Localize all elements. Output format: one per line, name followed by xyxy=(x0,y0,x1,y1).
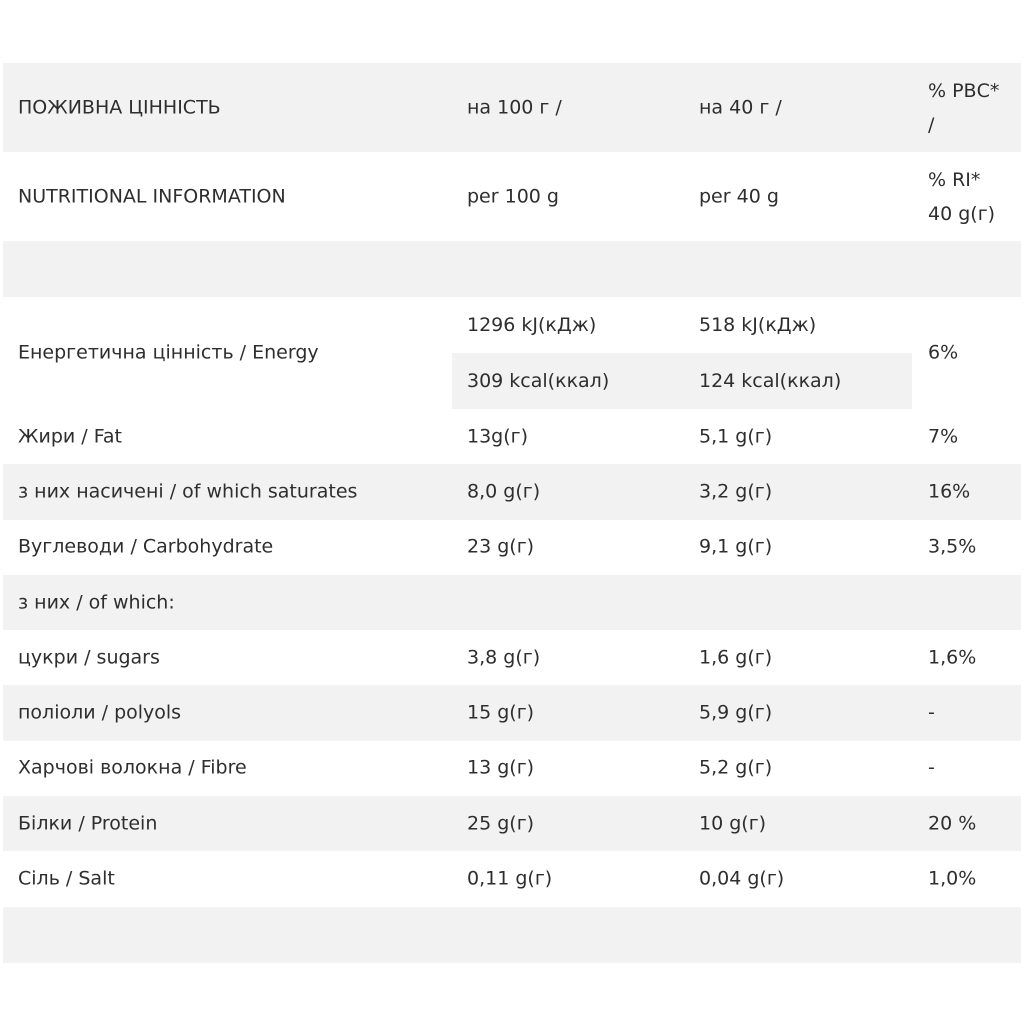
table-row xyxy=(3,851,1021,906)
header-ri-ua xyxy=(928,74,999,142)
nutrient-per-portion: 5,1 g(г) xyxy=(699,425,773,448)
nutrient-per100: 3,8 g(г) xyxy=(467,646,541,669)
nutrient-name: Жири / Fat xyxy=(18,425,122,448)
energy-ri: 6% xyxy=(928,341,959,364)
nutrient-per-portion: 5,2 g(г) xyxy=(699,756,773,779)
nutrient-ri: - xyxy=(928,756,935,779)
nutrient-name: з них / of which: xyxy=(18,591,175,614)
header-per-portion-ua: на 40 г / xyxy=(699,96,782,118)
header-name-en: NUTRITIONAL INFORMATION xyxy=(18,185,286,207)
energy-per100-kcal: 309 kcal(ккал) xyxy=(467,370,610,392)
nutrient-per-portion: 9,1 g(г) xyxy=(699,535,773,558)
energy-label: Енергетична цінність / Energy xyxy=(18,341,319,364)
energy-row xyxy=(3,297,1021,409)
header-row-ukrainian xyxy=(3,63,1021,152)
header-ri-en xyxy=(928,163,995,231)
header-ri-ua-line2: / xyxy=(928,113,935,136)
spacer-row xyxy=(3,241,1021,297)
energy-per-portion-kj: 518 kJ(кДж) xyxy=(699,314,817,336)
table-row xyxy=(3,520,1021,575)
nutrient-per100: 13 g(г) xyxy=(467,756,535,779)
nutrient-name: цукри / sugars xyxy=(18,646,160,669)
nutrient-ri: 20 % xyxy=(928,812,977,835)
table-row xyxy=(3,575,1021,630)
nutrient-ri: 16% xyxy=(928,480,971,503)
nutrient-name: Сіль / Salt xyxy=(18,867,115,890)
nutrient-per100: 23 g(г) xyxy=(467,535,535,558)
header-name-ua: ПОЖИВНА ЦІННІСТЬ xyxy=(18,96,221,118)
header-ri-en-line1: % RI* xyxy=(928,168,981,191)
nutrient-per100: 15 g(г) xyxy=(467,701,535,724)
nutrient-per-portion: 1,6 g(г) xyxy=(699,646,773,669)
energy-per-portion-kcal: 124 kcal(ккал) xyxy=(699,370,842,392)
nutrient-ri: 1,6% xyxy=(928,646,977,669)
header-per100-ua: на 100 г / xyxy=(467,96,562,118)
nutrient-name: Харчові волокна / Fibre xyxy=(18,756,247,779)
header-per100-en: per 100 g xyxy=(467,185,559,207)
nutrient-name: Білки / Protein xyxy=(18,812,158,835)
table-row xyxy=(3,685,1021,740)
nutrient-ri: 3,5% xyxy=(928,535,977,558)
header-row-english xyxy=(3,152,1021,241)
nutrient-name: поліоли / polyols xyxy=(18,701,182,724)
footer-spacer-row xyxy=(3,907,1021,963)
nutrient-ri: 7% xyxy=(928,425,959,448)
nutrient-per100: 0,11 g(г) xyxy=(467,867,553,890)
nutrition-table xyxy=(3,63,1021,963)
nutrient-name: з них насичені / of which saturates xyxy=(18,480,358,503)
nutrient-per100: 13g(г) xyxy=(467,425,529,448)
nutrient-name: Вуглеводи / Carbohydrate xyxy=(18,535,274,558)
header-per-portion-en: per 40 g xyxy=(699,185,779,207)
nutrient-per-portion: 3,2 g(г) xyxy=(699,480,773,503)
table-row xyxy=(3,630,1021,685)
nutrient-per-portion: 0,04 g(г) xyxy=(699,867,785,890)
nutrient-per-portion: 5,9 g(г) xyxy=(699,701,773,724)
nutrient-ri: 1,0% xyxy=(928,867,977,890)
header-ri-en-line2: 40 g(г) xyxy=(928,202,996,225)
nutrient-per-portion: 10 g(г) xyxy=(699,812,767,835)
header-ri-ua-line1: % РВС* xyxy=(928,79,1000,102)
nutrient-ri: - xyxy=(928,701,935,724)
table-row xyxy=(3,741,1021,796)
table-row xyxy=(3,409,1021,464)
table-row xyxy=(3,464,1021,519)
nutrient-per100: 8,0 g(г) xyxy=(467,480,541,503)
energy-per100-kj: 1296 kJ(кДж) xyxy=(467,314,597,336)
table-row xyxy=(3,796,1021,851)
nutrient-rows xyxy=(3,409,1021,907)
nutrient-per100: 25 g(г) xyxy=(467,812,535,835)
